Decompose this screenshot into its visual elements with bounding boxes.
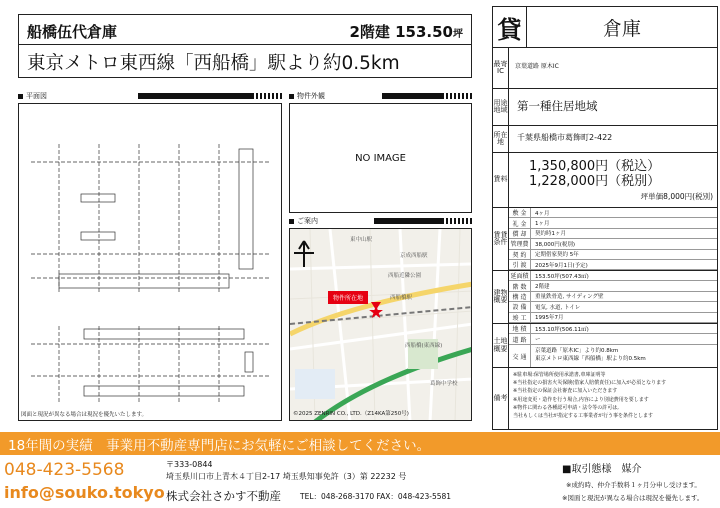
row-value: 2025年9月1日(予定) xyxy=(535,262,588,269)
traffic-line-2: 東京メトロ東西線「西船橋」駅より約0.5km xyxy=(535,356,646,362)
map-place-road: 東中山駅 xyxy=(350,237,373,243)
table-row xyxy=(509,208,717,218)
terms-label: 賃貸条件 xyxy=(493,208,509,270)
plan-note: ※図面と現況が異なる場合は現況を優先します。 xyxy=(562,494,704,502)
row-key: 地 積 xyxy=(509,324,531,333)
map-graphic xyxy=(290,229,472,421)
building-label: 建物概要 xyxy=(493,271,509,323)
property-size xyxy=(349,21,463,42)
fee-note: ※成約時、仲介手数料１ヶ月分申し受けます。 xyxy=(566,481,701,489)
transaction-type: ■取引態様 媒介 xyxy=(562,464,642,475)
row-value: 2階建 xyxy=(535,284,550,291)
row-key: 階 数 xyxy=(509,281,531,290)
traffic-row xyxy=(509,345,717,367)
building-list xyxy=(509,271,717,323)
row-value: 1995年7月 xyxy=(535,315,564,322)
floor-plan-note: 図面と現況が異なる場合は現況を優先いたします。 xyxy=(21,412,148,418)
table-row xyxy=(509,271,717,281)
email-address[interactable]: info@souko.tokyo xyxy=(4,483,165,502)
square-bullet-icon xyxy=(18,94,23,99)
notes-list xyxy=(513,371,666,420)
map-label: ご案内 xyxy=(297,217,318,225)
station-access: 東京メトロ東西線「西船橋」駅より約0.5km xyxy=(27,53,400,74)
row-key: 引 渡 xyxy=(509,260,531,269)
detail-table xyxy=(492,6,718,430)
row-key: 延面積 xyxy=(509,271,531,280)
terms-list xyxy=(509,208,717,270)
header-divider xyxy=(19,44,471,45)
note-line: ※用途変更・造作を行う場合,内容により別途費用を要します xyxy=(513,396,649,403)
property-type: 倉庫 xyxy=(602,17,641,40)
row-value: 153.50坪(507.43㎡) xyxy=(535,273,589,280)
row-divider xyxy=(493,47,717,48)
property-title: 船橋伍代倉庫 xyxy=(27,23,118,41)
row-value: ー xyxy=(535,337,541,344)
rent-label: 賃料 xyxy=(493,153,509,207)
map-place-park: 西船近隣公園 xyxy=(388,273,422,279)
row-key: 礼 金 xyxy=(509,218,531,227)
row-key: 道 路 xyxy=(509,334,531,343)
nearest-ic: 京葉道路 原木IC xyxy=(515,63,559,70)
land-list xyxy=(509,324,717,345)
row-divider xyxy=(493,367,717,368)
floor-plan-label: 平面図 xyxy=(26,92,47,100)
postal-code: 〒333-0844 xyxy=(166,460,213,469)
floor-plan-drawing xyxy=(19,104,281,420)
unit-price: 坪単価8,000円(税別) xyxy=(640,192,713,201)
row-value: 定期借家契約 5年 xyxy=(535,252,579,259)
note-line: ※駐車場:保管場所使用承諾書,車庫証明等 xyxy=(513,372,606,378)
property-location-label: 物件所在地 xyxy=(328,291,368,304)
row-divider xyxy=(493,125,717,126)
address-label: 所在地 xyxy=(493,126,509,152)
size-value: 2階建 153.50 xyxy=(349,23,453,41)
map-heading xyxy=(289,216,472,226)
square-bullet-icon xyxy=(289,219,294,224)
table-row xyxy=(509,334,717,344)
square-bullet-icon xyxy=(289,94,294,99)
table-row xyxy=(509,302,717,312)
zoning: 第一種住居地域 xyxy=(517,99,598,113)
table-row xyxy=(509,324,717,334)
row-key: 管理費 xyxy=(509,239,531,248)
kashi-mark: 貸 xyxy=(493,7,527,47)
floor-plan-panel xyxy=(18,103,282,421)
table-row xyxy=(509,229,717,239)
traffic-key: 交 通 xyxy=(509,345,531,367)
heading-stripe xyxy=(138,93,282,99)
row-key: 設 備 xyxy=(509,302,531,311)
row-key: 契 約 xyxy=(509,250,531,259)
map-place-school: 葛飾中学校 xyxy=(430,381,458,387)
heading-stripe xyxy=(382,93,472,99)
rent-tax-excluded: 1,228,000円（税別） xyxy=(529,174,661,189)
property-header xyxy=(18,14,472,78)
map-copyright: ©2025 ZENRIN CO., LTD.（Z14KA第250号) xyxy=(293,411,409,417)
table-row xyxy=(509,292,717,302)
row-value: 153.10坪(506.11㎡) xyxy=(535,326,589,333)
map-place-station-metro: 西船橋(東西線) xyxy=(405,343,443,349)
map-place-station-jr: 西船橋駅 xyxy=(390,295,413,301)
row-key: 償 却 xyxy=(509,229,531,238)
no-image-text: NO IMAGE xyxy=(355,152,406,164)
rent-tax-included: 1,350,800円（税込） xyxy=(529,159,661,174)
heading-stripe xyxy=(374,218,472,224)
floor-plan-heading xyxy=(18,91,282,101)
exterior-label: 物件外観 xyxy=(297,92,325,100)
footer xyxy=(0,432,720,508)
address: 千葉県船橋市葛飾町2-422 xyxy=(517,133,613,142)
row-value: 電気, 水道, トイレ xyxy=(535,304,581,311)
row-value: 1ヶ月 xyxy=(535,221,550,228)
land-label: 土地概要 xyxy=(493,324,509,367)
location-map[interactable] xyxy=(289,228,472,421)
exterior-heading xyxy=(289,91,472,101)
phone-number[interactable]: 048-423-5568 xyxy=(4,460,125,480)
note-line: 当社もしくは当社が指定する工事業者が行う事を条件とします xyxy=(513,413,654,420)
ic-label: 最寄IC xyxy=(493,48,509,88)
row-key: 構 造 xyxy=(509,292,531,301)
row-divider xyxy=(493,88,717,89)
row-divider xyxy=(493,152,717,153)
star-pin-icon: ★ xyxy=(368,302,385,323)
row-value: 4ヶ月 xyxy=(535,210,550,217)
row-key: 敷 金 xyxy=(509,208,531,217)
table-row xyxy=(509,239,717,249)
table-row xyxy=(509,250,717,260)
note-line: ※物件に関わる各種認可申請・法令等の許可は, xyxy=(513,404,619,411)
company-name: 株式会社さかす不動産 xyxy=(166,489,281,503)
row-value: 38,000円(税別) xyxy=(535,241,576,248)
table-row xyxy=(509,313,717,323)
traffic-line-1: 京葉道路「原木IC」より約0.8km xyxy=(535,348,619,354)
company-address: 埼玉県川口市上青木４丁目2-17 埼玉県知事免許（3）第 22232 号 xyxy=(166,472,407,481)
table-row xyxy=(509,260,717,270)
tel-fax: TEL：048-268-3170 FAX：048-423-5581 xyxy=(300,492,452,501)
footer-banner: 18年間の実績 事業用不動産専門店にお気軽にご相談してください。 xyxy=(0,432,720,455)
note-line: ※当社指定の損害火災保険(借家人賠償責任)に加入が必須となります xyxy=(513,380,667,387)
row-value: 契約時1ヶ月 xyxy=(535,231,566,238)
exterior-photo-placeholder xyxy=(289,103,472,213)
table-row xyxy=(509,218,717,228)
table-row xyxy=(509,281,717,291)
row-value: 重量鉄骨造, サイディング壁 xyxy=(535,294,604,301)
size-unit: 坪 xyxy=(453,29,463,40)
zone-label: 用途地域 xyxy=(493,89,509,125)
note-line: ※当社指定の保証会社審査に加入いただきます xyxy=(513,388,618,395)
row-key: 竣 工 xyxy=(509,313,531,322)
map-place-other: 京成西船駅 xyxy=(400,253,428,259)
notes-label: 備考 xyxy=(493,368,509,429)
